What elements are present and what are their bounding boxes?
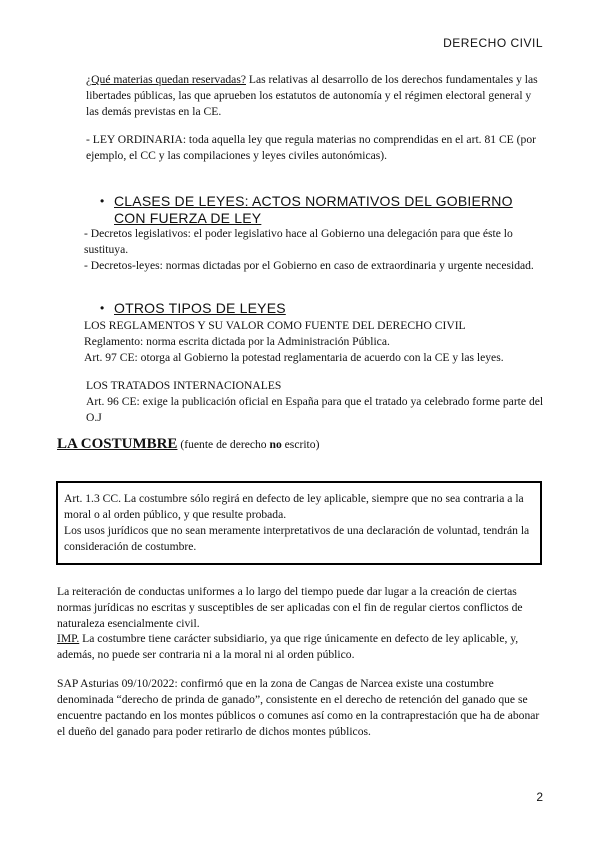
- reserved-matters-paragraph: [86, 72, 544, 120]
- reserved-answer: Las relativas al desarrollo de los derechos fundamentales y las libertades públicas, las que aprueben los estatutos de autonomía y el régimen electoral general y las demás previstas en la CE.: [86, 73, 538, 118]
- subtitle-pre: (fuente de derecho: [177, 438, 270, 451]
- costumbre-subtitle: [177, 438, 319, 451]
- box-line-2: Los usos jurídicos que no sean meramente interpretativos de una declaración de voluntad, tendrán la consideración de costumbre.: [64, 524, 530, 553]
- art97-text: Art. 97 CE: otorga al Gobierno la potestad reglamentaria de acuerdo con la CE y las leyes.: [84, 351, 504, 364]
- clases-heading: [100, 193, 540, 227]
- sap-paragraph: SAP Asturias 09/10/2022: confirmó que en la zona de Cangas de Narcea existe una costumbre denominada “derecho de prinda de ganado”, consistente en el derecho de retención del ganado que se encuentre pactando en los montes públicos o comunes así como en la contraprestación que ha de abonar el dueño del ganado para poder retirarlo de dichos montes públicos.: [57, 677, 540, 738]
- bullet-icon: •: [100, 194, 105, 208]
- reglamentos-section: [84, 318, 544, 366]
- reglamentos-heading: LOS REGLAMENTOS Y SU VALOR COMO FUENTE DEL DERECHO CIVIL: [84, 319, 466, 332]
- decretos-leyes: - Decretos-leyes: normas dictadas por el Gobierno en caso de extraordinaria y urgente necesidad.: [84, 259, 534, 272]
- reglamento-definition: Reglamento: norma escrita dictada por la Administración Pública.: [84, 335, 390, 348]
- otros-heading: [100, 300, 540, 317]
- page-number: 2: [536, 790, 543, 804]
- costumbre-title: LA COSTUMBRE: [57, 436, 178, 452]
- ley-ordinaria-paragraph: - LEY ORDINARIA: toda aquella ley que regula materias no comprendidas en el art. 81 CE (por ejemplo, el CC y las compilaciones y leyes civiles autonómicas).: [86, 133, 536, 162]
- box-line-1: Art. 1.3 CC. La costumbre sólo regirá en defecto de ley aplicable, siempre que no sea contraria a la moral o al orden público, y que resulte probada.: [64, 492, 524, 521]
- imp-paragraph: [57, 631, 544, 663]
- costumbre-heading: [57, 436, 319, 453]
- imp-text: La costumbre tiene carácter subsidiario, ya que rige únicamente en defecto de ley aplicable, y, además, no puede ser contraria ni a la moral ni al orden público.: [57, 632, 519, 661]
- art96-text: Art. 96 CE: exige la publicación oficial en España para que el tratado ya celebrado forme parte del O.J: [86, 395, 544, 424]
- clases-title: CLASES DE LEYES: ACTOS NORMATIVOS DEL GOBIERNO CON FUERZA DE LEY: [114, 193, 513, 226]
- subtitle-post: escrito): [281, 438, 320, 451]
- art13-box: [56, 481, 542, 565]
- tratados-section: [86, 378, 544, 426]
- decretos-legislativos: - Decretos legislativos: el poder legislativo hace al Gobierno una delegación para que éste lo sustituya.: [84, 227, 513, 256]
- otros-title: OTROS TIPOS DE LEYES: [114, 300, 286, 316]
- imp-label: IMP.: [57, 632, 80, 645]
- subtitle-bold: no: [269, 438, 282, 451]
- reiteracion-paragraph: La reiteración de conductas uniformes a lo largo del tiempo puede dar lugar a la creación de ciertas normas jurídicas no escritas y susceptibles de ser aplicadas con el fin de regular ciertos conflictos de naturaleza esencialmente civil.: [57, 585, 523, 630]
- tratados-heading: LOS TRATADOS INTERNACIONALES: [86, 379, 282, 392]
- page-header: DERECHO CIVIL: [443, 36, 543, 50]
- reserved-question: ¿Qué materias quedan reservadas?: [86, 73, 246, 86]
- bullet-icon: •: [100, 301, 105, 315]
